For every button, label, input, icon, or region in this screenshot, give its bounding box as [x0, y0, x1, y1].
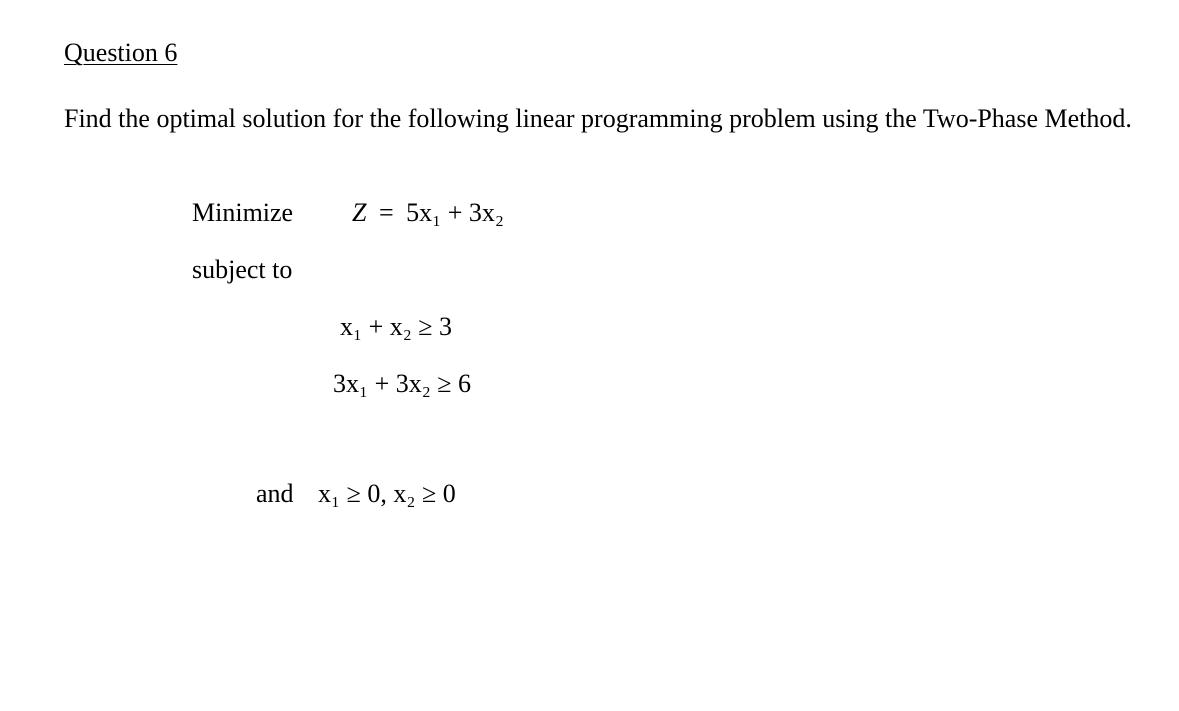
nonnegativity-constraints [256, 481, 456, 507]
question-title: Question 6 [64, 38, 178, 67]
constraints-label: subject to [192, 255, 293, 284]
constraint-2: 3x₁ + 3x₂ ≥ 6 [333, 369, 472, 398]
nonneg-label: and [256, 479, 294, 508]
objective-function [352, 200, 504, 226]
objective-label: Minimize [192, 198, 294, 227]
question-prompt: Find the optimal solution for the following linear programming problem using the Two-Phase Method. [64, 104, 1132, 133]
constraint-1: x₁ + x₂ ≥ 3 [340, 312, 453, 341]
equals-sign: = [378, 198, 394, 227]
objective-expression: 5x₁ + 3x₂ [406, 198, 504, 227]
nonneg-expression: x₁ ≥ 0, x₂ ≥ 0 [318, 479, 456, 508]
objective-variable: Z [352, 198, 367, 227]
